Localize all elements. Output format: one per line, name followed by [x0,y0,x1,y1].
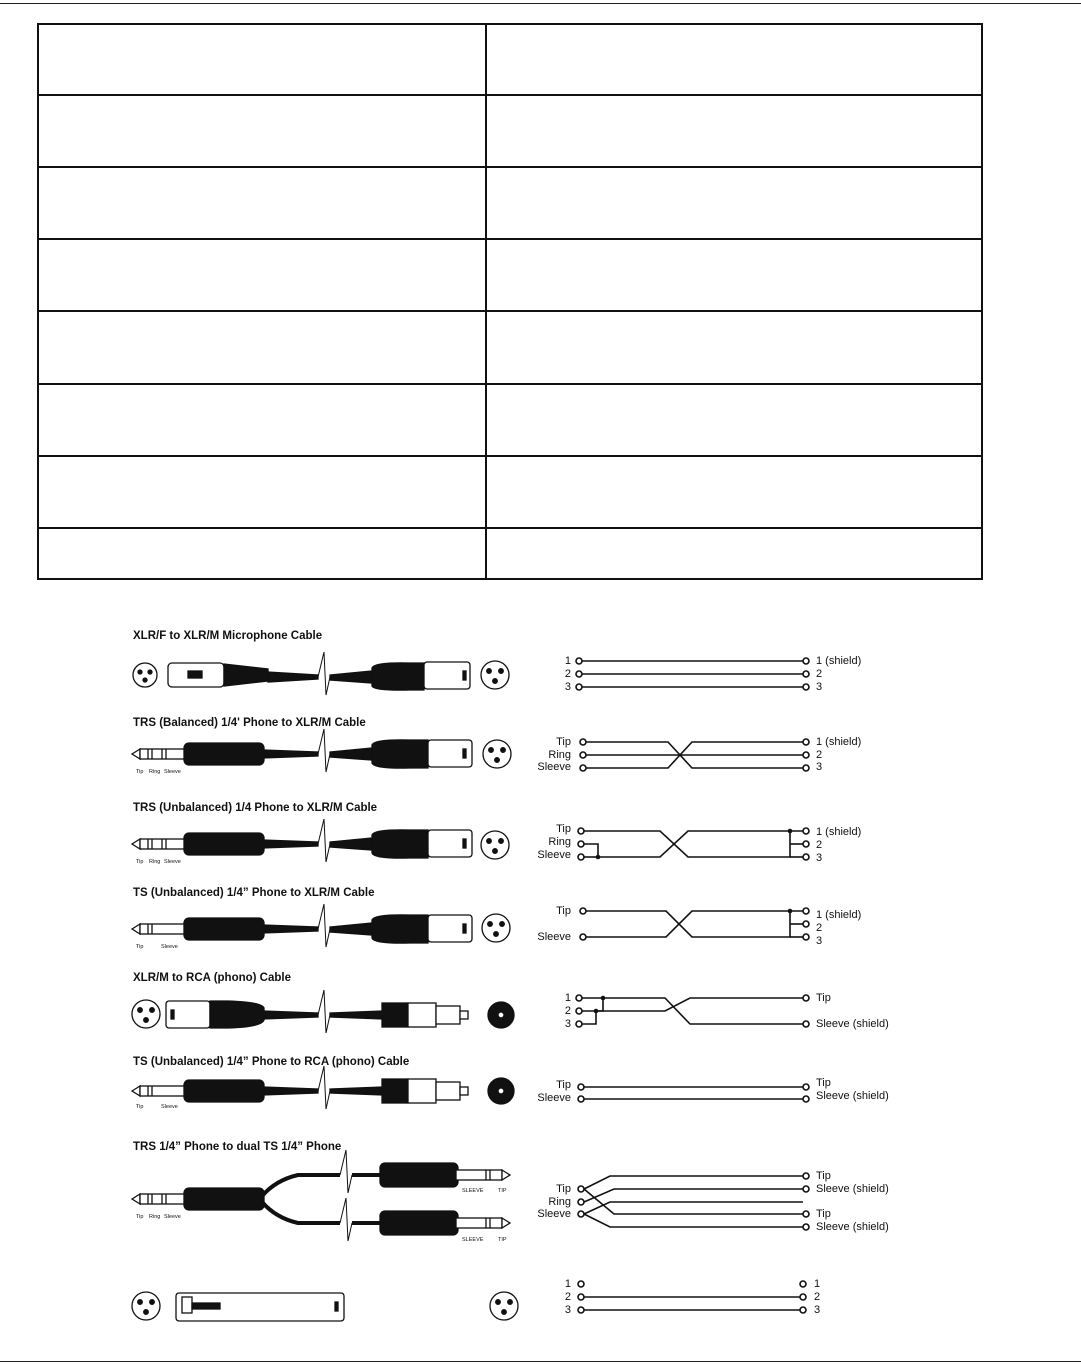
pin-label: Sleeve (shield) [816,1090,889,1102]
pin-label: 2 [816,922,823,934]
pin-label: 2 [564,1291,571,1303]
pin-label: 1 [564,655,571,667]
pin-label: 3 [814,1304,821,1316]
pin-label: 2 [564,668,571,680]
pin-label: 3 [564,681,571,693]
pin-label: Sleeve [537,1092,571,1104]
table-row [39,240,981,312]
plug-label: Ring [149,769,161,775]
bottom-rule [0,1361,1081,1362]
cable-title: TRS (Unbalanced) 1/4 Phone to XLR/M Cable [133,802,378,814]
rca-plug-icon [382,1003,408,1027]
xlr-female-face-icon [133,663,157,687]
pin-label: Sleeve [537,849,571,861]
pin-label: Sleeve (shield) [816,1018,889,1030]
cable-title: TS (Unbalanced) 1/4” Phone to RCA (phono) Cable [133,1056,410,1068]
xlr-male-face-icon [482,914,510,942]
table-row [39,168,981,240]
pin-label: Tip [816,992,831,1004]
pin-label: 2 [814,1291,821,1303]
cable-title: TS (Unbalanced) 1/4” Phone to XLR/M Cable [133,887,375,899]
cable-title: XLR/M to RCA (phono) Cable [133,972,291,984]
branch-label: SLEEVE [462,1237,484,1243]
spec-table [37,23,983,580]
plug-label: Tip [136,1214,144,1220]
branch-label: SLEEVE [462,1188,484,1194]
top-rule [0,3,1081,4]
pin-label: Tip [816,1077,831,1089]
plug-label: Tip [136,1104,144,1110]
pin-label: Tip [556,823,571,835]
pin-label: Tip [816,1170,831,1182]
xlr-male-face-icon [483,740,511,768]
pin-label: 3 [816,761,823,773]
wiring-diagram [0,0,1,1]
table-row [39,385,981,457]
plug-label: Sleeve [164,859,181,865]
rca-plug-icon [382,1079,408,1103]
plug-label: Sleeve [164,769,181,775]
pin-label: 2 [816,839,823,851]
table-row [39,529,981,578]
plug-label: Tip [136,859,144,865]
pin-label: Tip [556,1079,571,1091]
xlr-male-face-icon [132,1292,160,1320]
cable-title: TRS (Balanced) 1/4' Phone to XLR/M Cable [133,717,366,729]
pin-label: Sleeve [537,931,571,943]
pin-label: Ring [548,836,571,848]
xlr-male-face-icon [490,1292,518,1320]
pin-label: 1 (shield) [816,655,862,667]
xlr-male-face-icon [481,661,509,689]
plug-label: Sleeve [164,1214,181,1220]
plug-label: Ring [149,859,161,865]
plug-label: Ring [149,1214,161,1220]
pin-label: 3 [564,1018,571,1030]
xlr-male-face-icon [132,1000,160,1028]
pin-label: Tip [556,736,571,748]
pin-label: 2 [564,1005,571,1017]
plug-label: Sleeve [161,1104,178,1110]
table-row [39,457,981,529]
pin-label: Sleeve (shield) [816,1183,889,1195]
pin-label: Sleeve (shield) [816,1221,889,1233]
pin-label: 1 (shield) [816,826,862,838]
table-row [39,312,981,385]
pin-label: 1 [564,992,571,1004]
pin-label: 1 [564,1278,571,1290]
table-row [39,25,981,96]
pin-label: 1 (shield) [816,909,862,921]
xlr-male-face-icon [481,831,509,859]
pin-label: 2 [816,749,823,761]
table-row [39,96,981,168]
cable-title: TRS 1/4” Phone to dual TS 1/4” Phone [133,1141,342,1153]
pin-label: 1 (shield) [816,736,862,748]
cable-title: XLR/F to XLR/M Microphone Cable [133,630,323,642]
pin-label: 3 [816,681,823,693]
pin-label: Sleeve [537,761,571,773]
pin-label: Tip [816,1208,831,1220]
pin-label: Tip [556,905,571,917]
pin-label: 1 [814,1278,821,1290]
trs-plug-tip-icon [132,749,140,759]
plug-label: Sleeve [161,944,178,950]
pin-label: 3 [816,935,823,947]
pin-label: Ring [548,1196,571,1208]
pin-label: 3 [564,1304,571,1316]
pin-label: 2 [816,668,823,680]
pin-label: 3 [816,852,823,864]
plug-label: Tip [136,944,144,950]
branch-label: TIP [498,1237,507,1243]
pin-label: Ring [548,749,571,761]
branch-label: TIP [498,1188,507,1194]
pin-label: Sleeve [537,1208,571,1220]
plug-label: Tip [136,769,144,775]
pin-label: Tip [556,1183,571,1195]
